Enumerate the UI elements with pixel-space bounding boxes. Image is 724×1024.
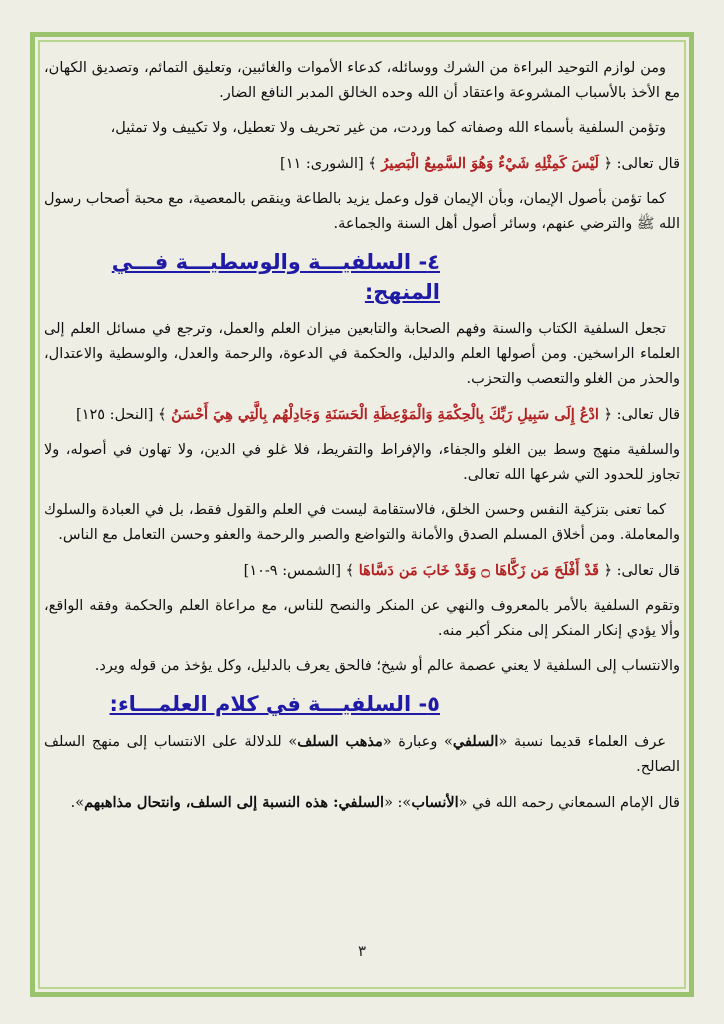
page-number: ٣ [357,942,367,960]
verse-reference: ﴾ [الشمس: ٩-١٠] [243,563,355,579]
paragraph: كما تعنى بتزكية النفس وحسن الخلق، فالاستقامة ليست في العلم والقول فقط، بل في العبادة والسلوك والمعاملة. ومن أخلاق المسلم الصدق والأمانة والتواضع والصبر والرحمة والعفو وحسن التعامل مع الناس. [44,502,680,543]
paragraph: ومن لوازم التوحيد البراءة من الشرك ووسائله، كدعاء الأموات والغائبين، وتعليق التمائم، وتصديق الكهان، مع الأخذ بالأسباب المشروعة واعتقاد أن الله وحده الخالق المدبر النافع الضار. [44,60,680,101]
text-run: » وعبارة « [382,734,453,750]
quran-verse: لَيْسَ كَمِثْلِهِ شَيْءٌ وَهُوَ السَّمِيعُ الْبَصِيرُ [381,155,599,172]
paragraph: والسلفية منهج وسط بين الغلو والجفاء، والإفراط والتفريط، فلا غلو في الدين، ولا تهاون في أصوله، ولا تجاوز للحدود التي شرعها الله تعالى. [44,442,680,483]
section-heading-5: ٥- السلفيـــة في كلام العلمـــاء: [109,692,440,716]
paragraph: تجعل السلفية الكتاب والسنة وفهم الصحابة والتابعين ميزان العلم والعمل، وترجع في مسائل العلم إلى العلماء الراسخين. ومن أصولها العلم والدليل، والحكمة في الدعوة، والرحمة والعدل، والوسطية والاعتدال، والحذر من الغلو والتعصب والتحزب. [44,321,680,387]
paragraph: وتقوم السلفية بالأمر بالمعروف والنهي عن المنكر والنصح للناس، مع مراعاة العلم والحكمة وفقه الواقع، وألا يؤدي إنكار المنكر إلى منكر أكبر منه. [44,598,680,639]
quran-verse: قَدْ أَفْلَحَ مَن زَكَّاهَا ۝ وَقَدْ خَابَ مَن دَسَّاهَا [358,562,599,579]
verse-intro: قال تعالى: ﴿ [603,407,680,423]
verse-reference: ﴾ [النحل: ١٢٥] [76,407,167,423]
verse-intro: قال تعالى: ﴿ [603,156,680,172]
paragraph: كما تؤمن بأصول الإيمان، وبأن الإيمان قول وعمل يزيد بالطاعة وينقص بالمعصية، مع محبة أصحاب رسول الله ﷺ والترضي عنهم، وسائر أصول أهل السنة والجماعة. [44,191,680,232]
text-run: » للدلالة على الانتساب إلى منهج السلف الصالح. [44,734,680,775]
verse-intro: قال تعالى: ﴿ [603,563,680,579]
document-body [44,56,680,826]
verse-paragraph [44,558,680,584]
text-run: قال الإمام السمعاني رحمه الله في « [458,795,680,811]
verse-paragraph [44,151,680,177]
paragraph: والانتساب إلى السلفية لا يعني عصمة عالم أو شيخ؛ فالحق يعرف بالدليل، وكل يؤخذ من قوله ويرد. [94,658,680,674]
verse-reference: ﴾ [الشورى: ١١] [280,156,377,172]
text-run: عرف العلماء قديما نسبة « [498,734,666,750]
paragraph [44,790,680,816]
verse-paragraph [44,402,680,428]
section-heading-4: ٤- السلفيـــة والوسطيـــة فـــي المنهج: [111,250,440,304]
term-madhhab-salaf: مذهب السلف [297,733,383,750]
paragraph [44,729,680,780]
term-salafi: السلفي [452,733,499,750]
book-title: الأنساب [411,794,459,811]
paragraph: وتؤمن السلفية بأسماء الله وصفاته كما وردت، من غير تحريف ولا تعطيل، ولا تكييف ولا تمثيل، [110,120,666,136]
text-run: »: « [384,795,412,811]
text-run: ». [70,795,85,811]
quote: السلفي: هذه النسبة إلى السلف، وانتحال مذاهبهم [84,794,385,811]
quran-verse: ادْعُ إِلَى سَبِيلِ رَبِّكَ بِالْحِكْمَةِ وَالْمَوْعِظَةِ الْحَسَنَةِ وَجَادِلْهُم بِالَّتِي هِيَ أَحْسَنُ [171,406,599,423]
